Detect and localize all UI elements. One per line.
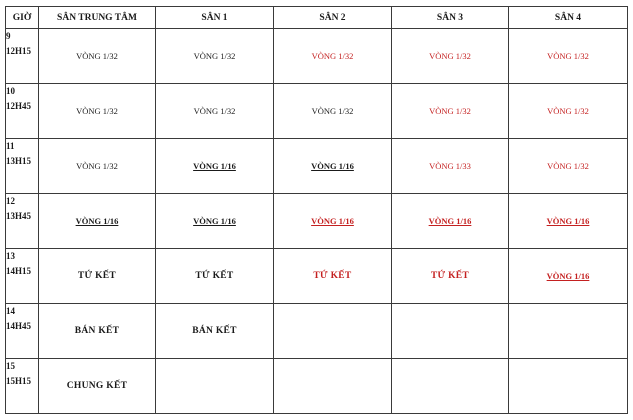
match-cell [509, 359, 628, 414]
match-cell: VÒNG 1/16 [392, 194, 509, 249]
slot-number: 15 [6, 361, 15, 371]
table-row [6, 304, 628, 359]
match-cell: VÒNG 1/16 [509, 194, 628, 249]
match-cell: TỨ KẾT [392, 249, 509, 304]
slot-time: 12H15 [6, 46, 32, 56]
match-cell: VÒNG 1/16 [156, 194, 274, 249]
match-cell: VÒNG 1/32 [39, 29, 156, 84]
match-cell [509, 304, 628, 359]
header-court-2: SÂN 2 [274, 7, 392, 29]
header-time: GIỜ [6, 7, 39, 29]
match-cell: VÒNG 1/32 [156, 29, 274, 84]
match-cell [156, 359, 274, 414]
match-cell: VÒNG 1/32 [509, 139, 628, 194]
match-cell: VÒNG 1/16 [274, 194, 392, 249]
slot-time: 14H45 [6, 321, 32, 331]
table-row [6, 139, 628, 194]
table-row [6, 84, 628, 139]
match-cell: TỨ KẾT [39, 249, 156, 304]
time-cell [6, 194, 39, 249]
time-cell [6, 304, 39, 359]
slot-time: 12H45 [6, 101, 32, 111]
match-cell: VÒNG 1/32 [39, 139, 156, 194]
time-cell [6, 29, 39, 84]
match-cell: VÒNG 1/16 [39, 194, 156, 249]
match-cell: VÒNG 1/32 [392, 84, 509, 139]
match-cell: VÒNG 1/32 [39, 84, 156, 139]
match-cell [392, 304, 509, 359]
table-row [6, 249, 628, 304]
slot-number: 9 [6, 31, 11, 41]
match-cell: BÁN KẾT [39, 304, 156, 359]
slot-time: 15H15 [6, 376, 32, 386]
table-row [6, 359, 628, 414]
match-cell: VÒNG 1/32 [509, 29, 628, 84]
match-cell: VÒNG 1/16 [274, 139, 392, 194]
match-cell: VÒNG 1/16 [156, 139, 274, 194]
header-court-1: SÂN 1 [156, 7, 274, 29]
time-cell [6, 139, 39, 194]
header-row [6, 7, 628, 29]
match-cell: CHUNG KẾT [39, 359, 156, 414]
slot-time: 13H15 [6, 156, 32, 166]
slot-number: 10 [6, 86, 15, 96]
table-row [6, 29, 628, 84]
match-cell: VÒNG 1/32 [274, 29, 392, 84]
schedule-body [6, 29, 628, 414]
match-cell: VÒNG 1/33 [392, 139, 509, 194]
slot-number: 11 [6, 141, 15, 151]
match-cell: VÒNG 1/32 [274, 84, 392, 139]
slot-time: 14H15 [6, 266, 32, 276]
time-cell [6, 249, 39, 304]
table-row [6, 194, 628, 249]
match-schedule-table [5, 6, 628, 414]
match-cell [274, 304, 392, 359]
time-cell [6, 359, 39, 414]
match-cell: VÒNG 1/16 [509, 249, 628, 304]
match-cell: VÒNG 1/32 [392, 29, 509, 84]
header-court-3: SÂN 3 [392, 7, 509, 29]
match-cell [274, 359, 392, 414]
slot-number: 12 [6, 196, 15, 206]
header-center-court: SÂN TRUNG TÂM [39, 7, 156, 29]
match-cell: BÁN KẾT [156, 304, 274, 359]
slot-time: 13H45 [6, 211, 32, 221]
match-cell: VÒNG 1/32 [509, 84, 628, 139]
slot-number: 13 [6, 251, 15, 261]
match-cell [392, 359, 509, 414]
slot-number: 14 [6, 306, 15, 316]
time-cell [6, 84, 39, 139]
match-cell: TỨ KẾT [156, 249, 274, 304]
match-cell: TỨ KẾT [274, 249, 392, 304]
header-court-4: SÂN 4 [509, 7, 628, 29]
match-cell: VÒNG 1/32 [156, 84, 274, 139]
